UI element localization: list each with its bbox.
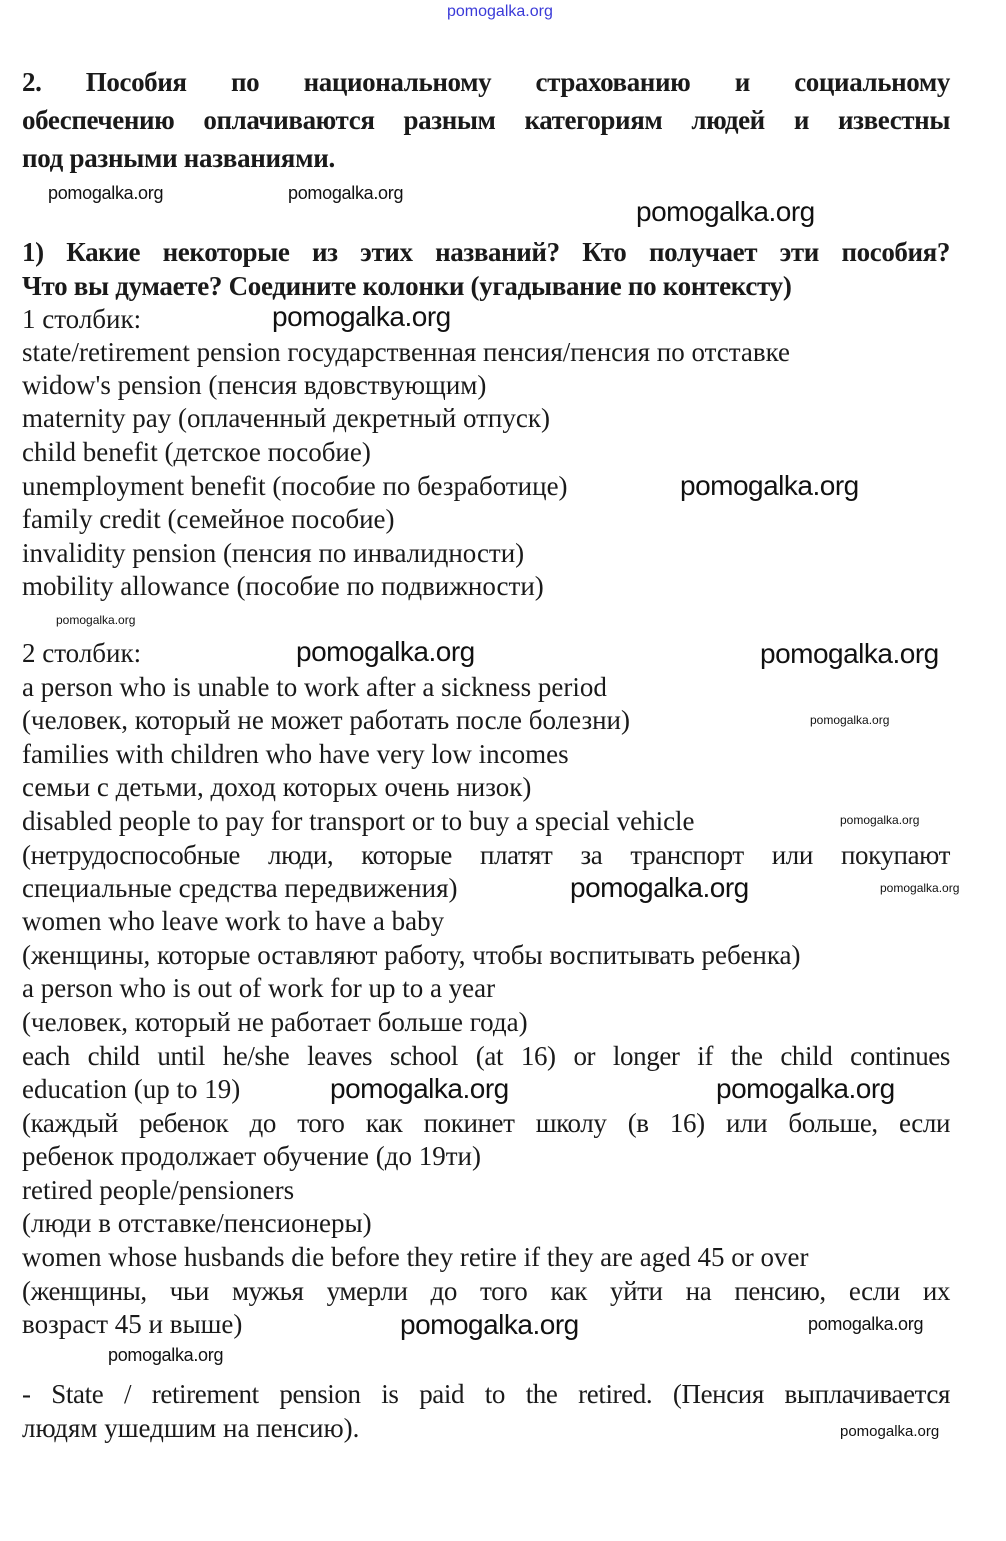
column1-item: state/retirement pension государственная пенсия/пенсия по отставке xyxy=(22,337,791,367)
column1-item: family credit (семейное пособие) xyxy=(22,504,395,534)
column1-item: widow's pension (пенсия вдовствующим) xyxy=(22,370,487,400)
column2-line: (человек, который не работает больше года) xyxy=(22,1007,528,1037)
column2-line: (женщины, которые оставляют работу, чтобы воспитывать ребенка) xyxy=(22,940,801,970)
column2-line: возраст 45 и выше) xyxy=(22,1309,243,1339)
watermark: pomogalka.org xyxy=(840,1423,940,1440)
watermark: pomogalka.org xyxy=(636,196,815,227)
watermark: pomogalka.org xyxy=(680,470,859,501)
watermark: pomogalka.org xyxy=(48,183,164,203)
column2-line: a person who is out of work for up to a year xyxy=(22,973,496,1003)
column2-line: women whose husbands die before they retire if they are aged 45 or over xyxy=(22,1242,809,1272)
watermark: pomogalka.org xyxy=(760,638,939,669)
column2-line: families with children who have very low incomes xyxy=(22,739,569,769)
watermark: pomogalka.org xyxy=(296,636,475,667)
column1-item: maternity pay (оплаченный декретный отпуск) xyxy=(22,403,550,433)
watermark: pomogalka.org xyxy=(840,813,920,827)
column2-line: (женщины, чьи мужья умерли до того как уйти на пенсию, если их xyxy=(22,1276,950,1306)
column2-line: специальные средства передвижения) xyxy=(22,873,458,903)
column2-label: 2 столбик: xyxy=(22,638,142,668)
question-line: Что вы думаете? Соедините колонки (угадывание по контексту) xyxy=(22,271,792,301)
column1-item: invalidity pension (пенсия по инвалидности) xyxy=(22,538,525,568)
answer-line: людям ушедшим на пенсию). xyxy=(22,1413,360,1443)
column1-item: unemployment benefit (пособие по безработице) xyxy=(22,471,568,501)
question-line: 1) Какие некоторые из этих названий? Кто получает эти пособия? xyxy=(22,237,950,267)
watermark: pomogalka.org xyxy=(880,881,960,895)
watermark: pomogalka.org xyxy=(810,713,890,727)
watermark: pomogalka.org xyxy=(808,1314,924,1334)
column2-line: (люди в отставке/пенсионеры) xyxy=(22,1208,372,1238)
column2-line: retired people/pensioners xyxy=(22,1175,295,1205)
watermark: pomogalka.org xyxy=(716,1073,895,1104)
column2-line: education (up to 19) xyxy=(22,1074,241,1104)
watermark: pomogalka.org xyxy=(108,1345,224,1365)
watermark: pomogalka.org xyxy=(56,613,136,627)
watermark: pomogalka.org xyxy=(400,1309,579,1340)
heading-line: 2. Пособия по национальному страхованию и социальному xyxy=(22,67,950,97)
column2-line: (человек, который не может работать после болезни) xyxy=(22,705,631,735)
column2-line: a person who is unable to work after a sickness period xyxy=(22,672,607,702)
watermark: pomogalka.org xyxy=(570,872,749,903)
answer-line: - State / retirement pension is paid to the retired. (Пенсия выплачивается xyxy=(22,1379,950,1409)
column1-item: child benefit (детское пособие) xyxy=(22,437,371,467)
column2-line: each child until he/she leaves school (at 16) or longer if the child continues xyxy=(22,1041,950,1071)
column2-line: women who leave work to have a baby xyxy=(22,906,445,936)
column2-line: disabled people to pay for transport or to buy a special vehicle xyxy=(22,806,695,836)
column2-line: (нетрудоспособные люди, которые платят за транспорт или покупают xyxy=(22,840,950,870)
watermark: pomogalka.org xyxy=(272,301,451,332)
heading-line: под разными названиями. xyxy=(22,143,335,173)
watermark: pomogalka.org xyxy=(447,3,553,20)
watermark: pomogalka.org xyxy=(288,183,404,203)
column2-line: семьи с детьми, доход которых очень низок) xyxy=(22,772,532,802)
column2-line: (каждый ребенок до того как покинет школу (в 16) или больше, если xyxy=(22,1108,950,1138)
heading-line: обеспечению оплачиваются разным категориям людей и известны xyxy=(22,105,950,135)
column1-item: mobility allowance (пособие по подвижности) xyxy=(22,571,544,601)
column1-label: 1 столбик: xyxy=(22,304,142,334)
watermark: pomogalka.org xyxy=(330,1073,509,1104)
column2-line: ребенок продолжает обучение (до 19ти) xyxy=(22,1141,481,1171)
